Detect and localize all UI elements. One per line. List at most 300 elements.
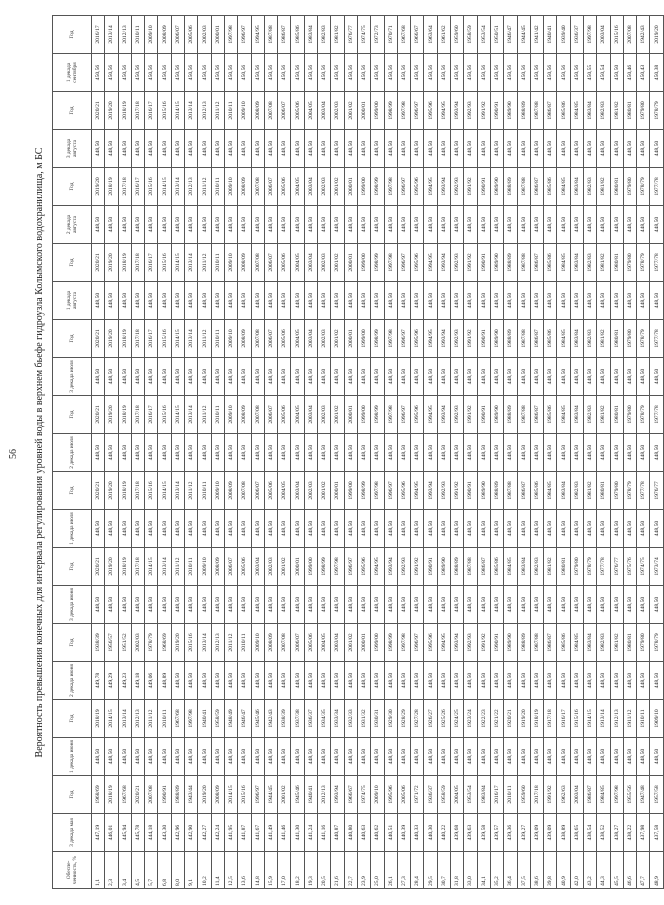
- year-cell: 1988/89: [504, 168, 517, 206]
- level-cell: 441,30: [291, 814, 304, 852]
- year-cell: 1987/88: [264, 16, 277, 54]
- level-cell: 437,58: [650, 814, 663, 852]
- level-cell: 448,50: [517, 282, 530, 320]
- table-row: [171, 16, 184, 889]
- year-cell: 1976/77: [650, 472, 663, 510]
- level-cell: 448,50: [171, 282, 184, 320]
- level-cell: 450,56: [331, 54, 344, 92]
- year-cell: 2013/14: [171, 168, 184, 206]
- year-cell: 2005/06: [278, 320, 291, 358]
- year-cell: 1980/81: [597, 472, 610, 510]
- level-cell: 448,50: [318, 510, 331, 548]
- year-cell: 2006/07: [278, 92, 291, 130]
- year-cell: 2004/05: [291, 244, 304, 282]
- year-cell: 1991/92: [451, 472, 464, 510]
- level-cell: 448,50: [264, 358, 277, 396]
- probability-cell: 28,4: [411, 852, 424, 889]
- level-cell: 448,50: [570, 738, 583, 776]
- level-cell: 439,36: [504, 814, 517, 852]
- year-cell: 1978/79: [637, 168, 650, 206]
- level-cell: 448,50: [437, 130, 450, 168]
- year-cell: 2000/01: [344, 396, 357, 434]
- year-cell: 1986/87: [530, 244, 543, 282]
- level-cell: 448,50: [318, 434, 331, 472]
- year-cell: 1986/87: [530, 396, 543, 434]
- year-cell: 1981/82: [583, 472, 596, 510]
- level-cell: 448,50: [92, 282, 105, 320]
- year-cell: 1987/88: [504, 472, 517, 510]
- year-cell: 1989/90: [504, 92, 517, 130]
- year-cell: 1943/44: [185, 776, 198, 814]
- level-cell: 448,50: [344, 662, 357, 700]
- column-header: Год: [53, 320, 92, 358]
- level-cell: 448,50: [384, 662, 397, 700]
- level-cell: 448,50: [171, 586, 184, 624]
- level-cell: 448,50: [610, 510, 623, 548]
- level-cell: 448,50: [224, 510, 237, 548]
- year-cell: 1999/00: [357, 244, 370, 282]
- level-cell: 448,50: [610, 586, 623, 624]
- level-cell: 450,56: [530, 54, 543, 92]
- year-cell: 1975/76: [623, 548, 636, 586]
- year-cell: 2015/16: [158, 396, 171, 434]
- year-cell: 2017/18: [131, 244, 144, 282]
- year-cell: 1951/52: [118, 624, 131, 662]
- level-cell: 448,50: [304, 510, 317, 548]
- level-cell: 448,50: [171, 358, 184, 396]
- level-cell: 439,57: [490, 814, 503, 852]
- level-cell: 448,50: [198, 358, 211, 396]
- level-cell: 448,50: [557, 434, 570, 472]
- year-cell: 1938/39: [92, 624, 105, 662]
- level-cell: 448,50: [610, 738, 623, 776]
- year-cell: 1992/93: [397, 548, 410, 586]
- year-cell: 1919/20: [517, 700, 530, 738]
- level-cell: 448,50: [145, 434, 158, 472]
- level-cell: 448,50: [411, 130, 424, 168]
- year-cell: 2003/04: [597, 16, 610, 54]
- level-cell: 448,50: [623, 130, 636, 168]
- level-cell: 450,56: [557, 54, 570, 92]
- level-cell: 448,50: [304, 358, 317, 396]
- level-cell: 448,50: [291, 586, 304, 624]
- year-cell: 2014/15: [105, 700, 118, 738]
- year-cell: 1997/98: [610, 776, 623, 814]
- level-cell: 448,50: [637, 434, 650, 472]
- level-cell: 448,50: [251, 206, 264, 244]
- level-cell: 448,50: [384, 282, 397, 320]
- level-cell: 448,50: [597, 662, 610, 700]
- year-cell: 2003/04: [304, 396, 317, 434]
- level-cell: 448,50: [490, 738, 503, 776]
- level-cell: 448,50: [92, 358, 105, 396]
- year-cell: 2010/11: [211, 320, 224, 358]
- probability-cell: 25,0: [371, 852, 384, 889]
- level-cell: 448,50: [371, 282, 384, 320]
- level-cell: 448,50: [623, 206, 636, 244]
- year-cell: 1990/91: [490, 92, 503, 130]
- year-cell: 1967/68: [171, 700, 184, 738]
- level-cell: 448,50: [650, 282, 663, 320]
- probability-cell: 23,9: [357, 852, 370, 889]
- year-cell: 1992/93: [451, 244, 464, 282]
- year-cell: 2005/06: [238, 548, 251, 586]
- year-cell: 1982/83: [597, 624, 610, 662]
- level-cell: 448,50: [451, 738, 464, 776]
- level-cell: 448,50: [637, 358, 650, 396]
- year-cell: 1938/39: [278, 700, 291, 738]
- level-cell: 448,50: [504, 282, 517, 320]
- table-row: [583, 16, 596, 889]
- year-cell: 1956/57: [105, 624, 118, 662]
- level-cell: 448,50: [131, 510, 144, 548]
- level-cell: 448,50: [637, 206, 650, 244]
- table-row: [211, 16, 224, 889]
- level-cell: 448,50: [464, 282, 477, 320]
- level-cell: 438,54: [583, 814, 596, 852]
- level-cell: 448,50: [517, 358, 530, 396]
- level-cell: 448,50: [517, 434, 530, 472]
- year-cell: 1991/92: [464, 320, 477, 358]
- year-cell: 1982/83: [318, 16, 331, 54]
- year-cell: 1980/81: [610, 320, 623, 358]
- year-cell: 2005/06: [185, 16, 198, 54]
- level-cell: 448,50: [92, 510, 105, 548]
- column-header: Год: [53, 92, 92, 130]
- year-cell: 1948/49: [224, 700, 237, 738]
- year-cell: 2010/11: [211, 396, 224, 434]
- year-cell: 1998/99: [357, 472, 370, 510]
- year-cell: 2017/18: [131, 320, 144, 358]
- level-cell: 448,50: [570, 586, 583, 624]
- column-header: 2 декада июня: [53, 662, 92, 700]
- level-cell: 448,50: [610, 434, 623, 472]
- year-cell: 1989/90: [490, 168, 503, 206]
- level-cell: 448,50: [544, 738, 557, 776]
- year-cell: 1993/94: [437, 244, 450, 282]
- column-header: Обеспе-ченность, %: [53, 852, 92, 889]
- year-cell: 1981/82: [331, 16, 344, 54]
- level-cell: 448,50: [557, 586, 570, 624]
- level-cell: 448,50: [264, 206, 277, 244]
- level-cell: 450,56: [105, 54, 118, 92]
- probability-cell: 34,1: [477, 852, 490, 889]
- year-cell: 2002/03: [318, 320, 331, 358]
- level-cell: 450,56: [185, 54, 198, 92]
- year-cell: 1945/46: [251, 700, 264, 738]
- level-cell: 448,50: [304, 738, 317, 776]
- level-cell: 448,50: [637, 738, 650, 776]
- level-cell: 448,50: [384, 586, 397, 624]
- year-cell: 1940/41: [198, 700, 211, 738]
- level-cell: 441,95: [224, 814, 237, 852]
- level-cell: 448,50: [557, 282, 570, 320]
- level-cell: 448,50: [171, 662, 184, 700]
- year-cell: 1944/45: [264, 776, 277, 814]
- year-cell: 1984/85: [504, 548, 517, 586]
- level-cell: 448,50: [384, 130, 397, 168]
- table-row: [530, 16, 543, 889]
- level-cell: 450,56: [264, 54, 277, 92]
- year-cell: 2003/04: [304, 244, 317, 282]
- year-cell: 1986/87: [530, 320, 543, 358]
- table-row: [278, 16, 291, 889]
- year-cell: 1976/77: [610, 548, 623, 586]
- year-cell: 2009/10: [224, 244, 237, 282]
- year-cell: 1981/82: [610, 624, 623, 662]
- year-cell: 1986/87: [583, 776, 596, 814]
- level-cell: 448,50: [397, 130, 410, 168]
- level-cell: 448,50: [158, 206, 171, 244]
- level-cell: 439,27: [517, 814, 530, 852]
- probability-cell: 26,1: [384, 852, 397, 889]
- year-cell: 1974/75: [637, 548, 650, 586]
- year-cell: 1963/64: [424, 16, 437, 54]
- year-cell: 1983/84: [517, 548, 530, 586]
- year-cell: 1911/12: [623, 700, 636, 738]
- year-cell: 1959/60: [451, 16, 464, 54]
- year-cell: 2006/07: [264, 168, 277, 206]
- year-cell: 1993/94: [437, 168, 450, 206]
- year-cell: 2020/21: [92, 244, 105, 282]
- level-cell: 448,50: [597, 510, 610, 548]
- year-cell: 1958/59: [437, 776, 450, 814]
- level-cell: 448,50: [211, 282, 224, 320]
- year-cell: 1977/78: [650, 320, 663, 358]
- level-cell: 448,50: [637, 282, 650, 320]
- level-cell: 448,50: [544, 206, 557, 244]
- year-cell: 2015/16: [158, 244, 171, 282]
- level-cell: 448,50: [517, 206, 530, 244]
- year-cell: 1991/92: [464, 244, 477, 282]
- year-cell: 1987/88: [464, 548, 477, 586]
- level-cell: 450,56: [145, 54, 158, 92]
- probability-cell: 38,6: [530, 852, 543, 889]
- level-cell: 448,50: [211, 738, 224, 776]
- level-cell: 450,56: [92, 54, 105, 92]
- level-cell: 448,50: [650, 358, 663, 396]
- year-cell: 1984/85: [557, 168, 570, 206]
- year-cell: 2000/01: [291, 548, 304, 586]
- year-cell: 1983/84: [570, 396, 583, 434]
- year-cell: 1993/94: [451, 92, 464, 130]
- year-cell: 1983/84: [570, 320, 583, 358]
- table-row: [105, 16, 118, 889]
- probability-cell: 33,0: [464, 852, 477, 889]
- level-cell: 448,50: [411, 662, 424, 700]
- level-cell: 448,50: [451, 130, 464, 168]
- level-cell: 448,50: [397, 434, 410, 472]
- level-cell: 448,50: [331, 282, 344, 320]
- table-row: [570, 16, 583, 889]
- year-cell: 2013/14: [198, 624, 211, 662]
- level-cell: 448,50: [224, 662, 237, 700]
- year-cell: 1990/91: [477, 168, 490, 206]
- probability-cell: 17,0: [278, 852, 291, 889]
- year-cell: 1936/37: [570, 16, 583, 54]
- probability-cell: 43,2: [583, 852, 596, 889]
- probability-cell: 46,6: [623, 852, 636, 889]
- level-cell: 448,50: [278, 434, 291, 472]
- level-cell: 448,50: [291, 662, 304, 700]
- year-cell: 2005/06: [291, 92, 304, 130]
- level-cell: 448,50: [331, 662, 344, 700]
- level-cell: 448,50: [198, 434, 211, 472]
- table-row: [650, 16, 663, 889]
- year-cell: 2007/08: [278, 624, 291, 662]
- year-cell: 1990/91: [158, 776, 171, 814]
- table-body: [92, 16, 664, 889]
- table-row: [451, 16, 464, 889]
- year-cell: 1988/89: [504, 244, 517, 282]
- year-cell: 1981/82: [597, 320, 610, 358]
- level-cell: 448,50: [490, 434, 503, 472]
- year-cell: 1940/41: [544, 16, 557, 54]
- year-cell: 1983/84: [583, 92, 596, 130]
- table-row: [597, 16, 610, 889]
- year-cell: 2001/02: [331, 320, 344, 358]
- level-cell: 450,56: [251, 54, 264, 92]
- year-cell: 2008/09: [238, 244, 251, 282]
- year-cell: 1998/99: [318, 548, 331, 586]
- year-cell: 1987/88: [530, 92, 543, 130]
- year-cell: 2018/19: [105, 168, 118, 206]
- level-cell: 448,50: [490, 662, 503, 700]
- year-cell: 2014/15: [224, 776, 237, 814]
- year-cell: 1986/87: [530, 168, 543, 206]
- level-cell: 448,50: [185, 434, 198, 472]
- year-cell: 1994/95: [437, 92, 450, 130]
- table-row: [291, 16, 304, 889]
- year-cell: 2000/01: [344, 168, 357, 206]
- column-header: 1 декада июня: [53, 738, 92, 776]
- page-number: 56: [8, 449, 19, 459]
- year-cell: 1921/22: [490, 700, 503, 738]
- year-cell: 1979/80: [637, 624, 650, 662]
- level-cell: 448,50: [304, 434, 317, 472]
- year-cell: 2000/01: [331, 472, 344, 510]
- level-cell: 448,50: [583, 130, 596, 168]
- year-cell: 1947/48: [637, 776, 650, 814]
- year-cell: 1987/88: [517, 320, 530, 358]
- probability-cell: 9,1: [185, 852, 198, 889]
- level-cell: 438,27: [610, 814, 623, 852]
- level-cell: 448,50: [331, 510, 344, 548]
- year-cell: 2009/10: [211, 472, 224, 510]
- level-cell: 443,30: [158, 814, 171, 852]
- table-row: [637, 16, 650, 889]
- table-row: [464, 16, 477, 889]
- year-cell: 1991/92: [544, 776, 557, 814]
- level-cell: 448,50: [597, 206, 610, 244]
- year-cell: 1994/95: [437, 624, 450, 662]
- level-cell: 448,50: [331, 206, 344, 244]
- level-cell: 450,56: [291, 54, 304, 92]
- year-cell: 1940/41: [304, 776, 317, 814]
- year-cell: 1996/97: [397, 168, 410, 206]
- level-cell: 448,50: [224, 434, 237, 472]
- level-cell: 448,50: [504, 662, 517, 700]
- table-row: [411, 16, 424, 889]
- level-cell: 438,65: [570, 814, 583, 852]
- level-cell: 449,18: [131, 662, 144, 700]
- level-cell: 448,50: [224, 358, 237, 396]
- level-cell: 450,46: [623, 54, 636, 92]
- level-cell: 448,50: [304, 282, 317, 320]
- level-cell: 448,50: [185, 282, 198, 320]
- year-cell: 2007/08: [251, 396, 264, 434]
- level-cell: 448,50: [331, 586, 344, 624]
- level-cell: 448,50: [464, 662, 477, 700]
- year-cell: 2018/19: [118, 396, 131, 434]
- level-cell: 448,50: [145, 130, 158, 168]
- level-cell: 448,50: [411, 434, 424, 472]
- probability-cell: 21,6: [331, 852, 344, 889]
- year-cell: 1933/34: [331, 700, 344, 738]
- level-cell: 448,50: [397, 510, 410, 548]
- year-cell: 1994/95: [411, 472, 424, 510]
- level-cell: 450,56: [397, 54, 410, 92]
- level-cell: 448,50: [304, 206, 317, 244]
- level-cell: 448,50: [610, 662, 623, 700]
- year-cell: 1988/89: [171, 776, 184, 814]
- level-cell: 448,50: [570, 510, 583, 548]
- level-cell: 450,56: [278, 54, 291, 92]
- level-cell: 439,58: [477, 814, 490, 852]
- table-row: [623, 16, 636, 889]
- year-cell: 2003/04: [304, 168, 317, 206]
- level-cell: 448,50: [544, 358, 557, 396]
- level-cell: 448,50: [530, 206, 543, 244]
- probability-cell: 27,3: [397, 852, 410, 889]
- level-cell: 448,50: [291, 282, 304, 320]
- level-cell: 448,50: [371, 130, 384, 168]
- year-cell: 1910/11: [637, 700, 650, 738]
- year-cell: 2014/15: [171, 396, 184, 434]
- year-cell: 2014/15: [158, 472, 171, 510]
- level-cell: 448,50: [504, 434, 517, 472]
- level-cell: 448,50: [583, 510, 596, 548]
- level-cell: 448,50: [397, 358, 410, 396]
- column-header: 1 декада августа: [53, 282, 92, 320]
- level-cell: 448,50: [357, 206, 370, 244]
- level-cell: 448,50: [451, 282, 464, 320]
- year-cell: 1981/82: [597, 244, 610, 282]
- year-cell: 2001/02: [318, 472, 331, 510]
- probability-cell: 37,5: [517, 852, 530, 889]
- level-cell: 448,50: [517, 586, 530, 624]
- year-cell: 2011/12: [224, 624, 237, 662]
- year-cell: 1997/98: [185, 700, 198, 738]
- year-cell: 2010/11: [224, 92, 237, 130]
- level-cell: 448,50: [264, 738, 277, 776]
- year-cell: 1997/98: [224, 16, 237, 54]
- level-cell: 448,50: [238, 434, 251, 472]
- year-cell: 2000/01: [357, 92, 370, 130]
- year-cell: 2010/11: [158, 700, 171, 738]
- level-cell: 448,50: [623, 586, 636, 624]
- year-cell: 1982/83: [583, 244, 596, 282]
- level-cell: 448,50: [171, 510, 184, 548]
- year-cell: 2001/02: [344, 624, 357, 662]
- table-row: [131, 16, 144, 889]
- level-cell: 448,50: [198, 662, 211, 700]
- year-cell: 2004/05: [291, 396, 304, 434]
- year-cell: 1983/84: [477, 776, 490, 814]
- level-cell: 448,50: [530, 282, 543, 320]
- year-cell: 2019/20: [105, 548, 118, 586]
- level-cell: 448,50: [397, 662, 410, 700]
